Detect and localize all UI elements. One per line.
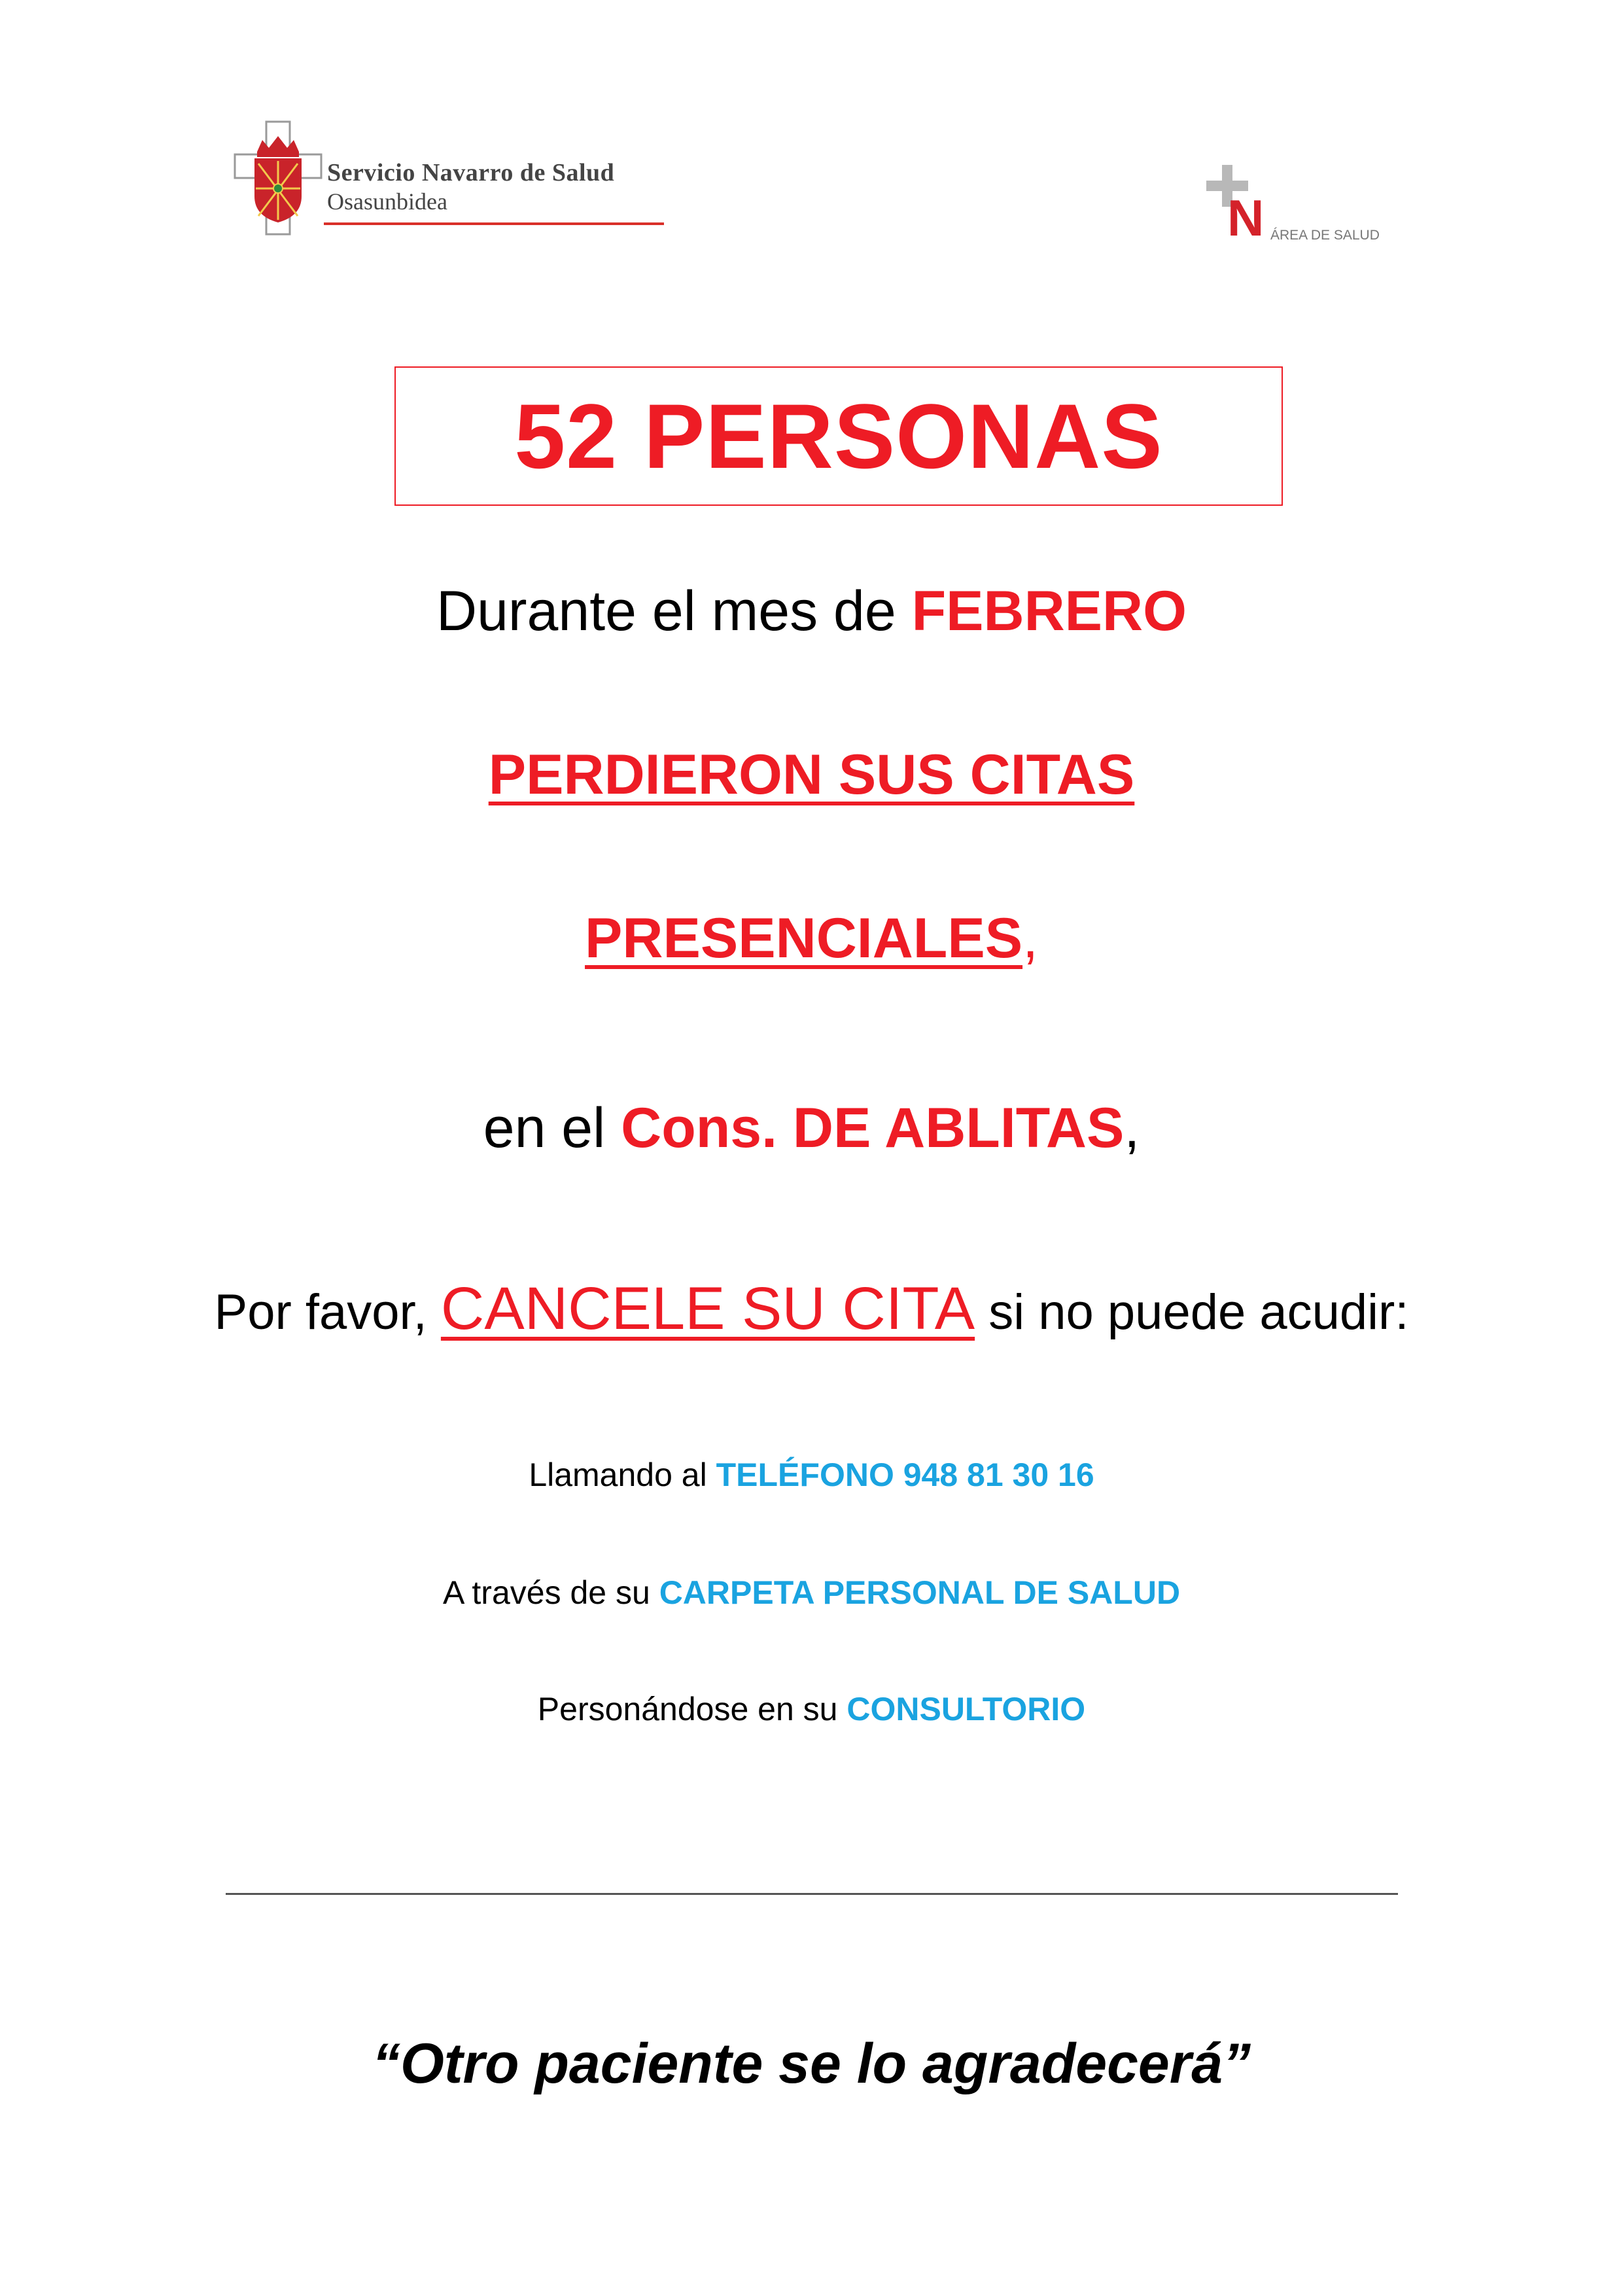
option-carpeta bbox=[0, 1574, 1623, 1612]
lost-appointments-line bbox=[0, 743, 1623, 807]
presencial-line bbox=[0, 906, 1623, 971]
medical-cross-icon bbox=[1204, 164, 1269, 242]
cancel-emphasis: CANCELE SU CITA bbox=[440, 1275, 975, 1342]
org-name: Servicio Navarro de Salud bbox=[327, 159, 615, 186]
option-consultorio-prefix: Personándose en su bbox=[537, 1691, 847, 1727]
presencial-text: PRESENCIALES bbox=[585, 907, 1023, 970]
navarra-coat-of-arms-icon bbox=[232, 118, 324, 242]
closing-quote: “Otro paciente se lo agradecerá” bbox=[372, 2032, 1251, 2095]
divider bbox=[226, 1893, 1398, 1895]
presencial-comma: , bbox=[1022, 907, 1038, 970]
option-phone-prefix: Llamando al bbox=[529, 1457, 716, 1493]
place-prefix: en el bbox=[483, 1097, 621, 1159]
org-name-basque: Osasunbidea bbox=[327, 188, 447, 215]
place-name: Cons. DE ABLITAS bbox=[621, 1097, 1125, 1159]
headline-box bbox=[394, 366, 1283, 506]
option-carpeta-prefix: A través de su bbox=[442, 1574, 659, 1611]
area-logo-letter: N bbox=[1227, 189, 1265, 242]
place-suffix: , bbox=[1124, 1097, 1140, 1159]
option-carpeta-highlight: CARPETA PERSONAL DE SALUD bbox=[659, 1574, 1181, 1611]
option-phone bbox=[0, 1456, 1623, 1494]
month-line bbox=[0, 579, 1623, 644]
area-salud-logo bbox=[1204, 164, 1400, 242]
option-consultorio-highlight: CONSULTORIO bbox=[846, 1691, 1086, 1727]
cancel-prefix: Por favor, bbox=[214, 1284, 441, 1340]
headline: 52 PERSONAS bbox=[514, 384, 1163, 487]
logo-underline bbox=[324, 222, 664, 225]
month-prefix: Durante el mes de bbox=[436, 580, 912, 643]
cancel-line bbox=[0, 1275, 1623, 1343]
area-label: ÁREA DE SALUD bbox=[1270, 228, 1380, 243]
option-phone-highlight: TELÉFONO 948 81 30 16 bbox=[716, 1457, 1094, 1493]
lost-appointments-text: PERDIERON SUS CITAS bbox=[488, 743, 1135, 806]
month-value: FEBRERO bbox=[911, 580, 1187, 643]
cancel-suffix: si no puede acudir: bbox=[975, 1284, 1409, 1340]
place-line bbox=[0, 1096, 1623, 1161]
option-consultorio bbox=[0, 1690, 1623, 1728]
sns-logo bbox=[232, 118, 664, 242]
